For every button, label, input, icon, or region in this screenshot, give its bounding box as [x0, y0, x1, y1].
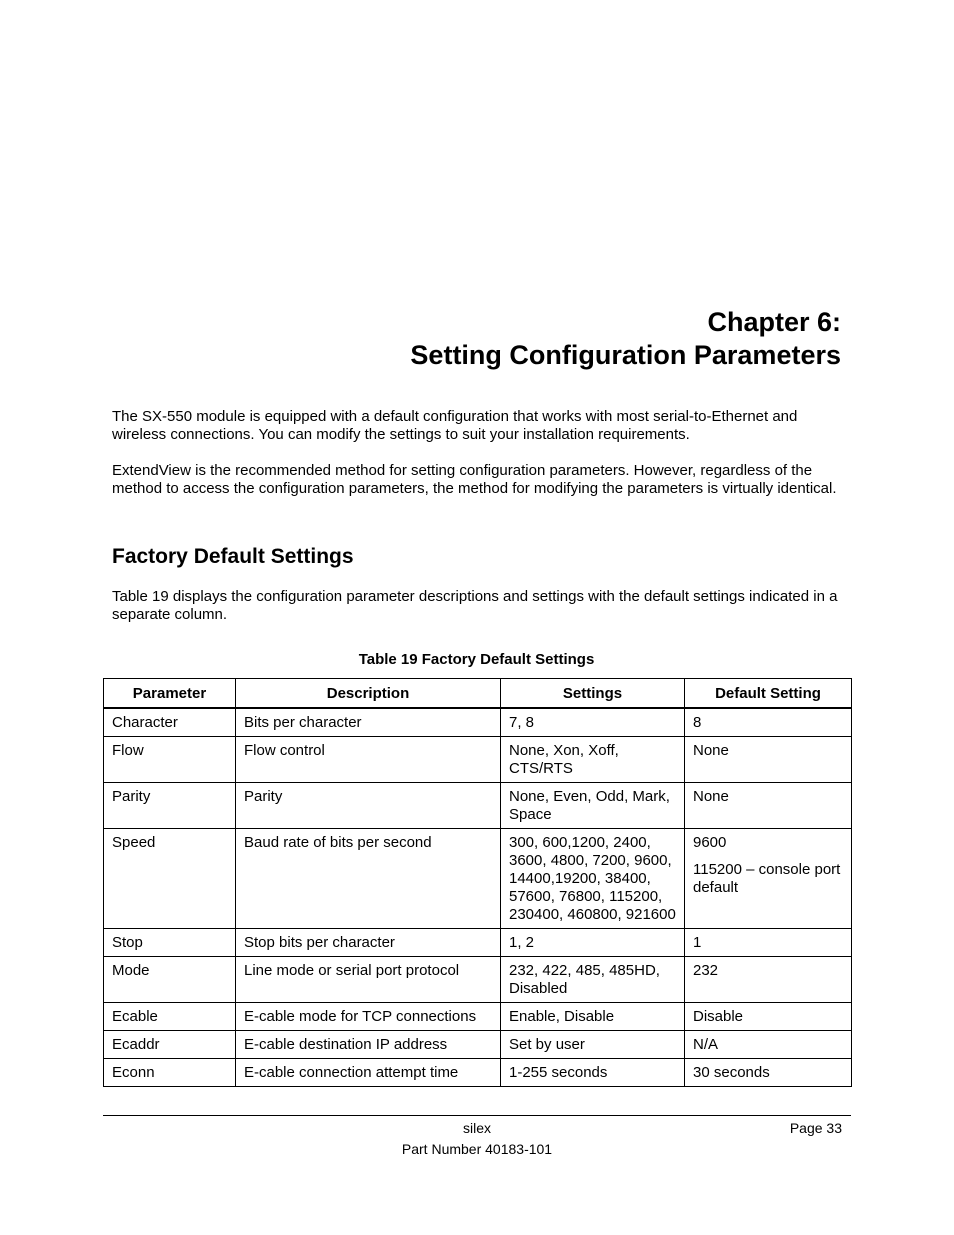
table-row	[104, 929, 852, 957]
cell-settings: 7, 8	[501, 708, 685, 737]
cell-parameter: Mode	[104, 957, 236, 1003]
cell-default	[685, 829, 852, 929]
table-row	[104, 708, 852, 737]
cell-parameter: Ecaddr	[104, 1031, 236, 1059]
cell-description: E-cable destination IP address	[236, 1031, 501, 1059]
chapter-title: Setting Configuration Parameters	[410, 340, 841, 370]
cell-parameter: Flow	[104, 737, 236, 783]
cell-default: 8	[685, 708, 852, 737]
section-heading: Factory Default Settings	[112, 545, 354, 568]
header-default-setting: Default Setting	[685, 679, 852, 709]
intro-paragraph-1: The SX-550 module is equipped with a default configuration that works with most serial-to-Ethernet and wireless connections. You can modify the settings to suit your installation requirements.	[112, 408, 798, 443]
intro-paragraph-2: ExtendView is the recommended method for setting configuration parameters. However, regardless of the method to access the configuration parameters, the method for modifying the parameters is virtually identical.	[112, 462, 837, 497]
table-caption: Table 19 Factory Default Settings	[358, 651, 595, 668]
table-header-row	[104, 679, 852, 709]
cell-default-primary: 9600	[693, 834, 727, 851]
cell-parameter: Stop	[104, 929, 236, 957]
cell-default: 232	[685, 957, 852, 1003]
table-row	[104, 829, 852, 929]
cell-parameter: Character	[104, 708, 236, 737]
table-row	[104, 1003, 852, 1031]
cell-default: None	[685, 737, 852, 783]
cell-parameter: Speed	[104, 829, 236, 929]
footer-part-number: Part Number 40183-101	[401, 1141, 553, 1157]
cell-default: Disable	[685, 1003, 852, 1031]
footer-brand: silex	[462, 1120, 491, 1136]
cell-description: Bits per character	[236, 708, 501, 737]
cell-default: 1	[685, 929, 852, 957]
cell-default: None	[685, 783, 852, 829]
cell-parameter: Parity	[104, 783, 236, 829]
cell-parameter: Ecable	[104, 1003, 236, 1031]
cell-description: Baud rate of bits per second	[236, 829, 501, 929]
footer-page-number: Page 33	[789, 1120, 842, 1136]
chapter-heading	[410, 306, 841, 372]
cell-settings: None, Even, Odd, Mark, Space	[501, 783, 685, 829]
cell-parameter: Econn	[104, 1059, 236, 1087]
table-row	[104, 957, 852, 1003]
cell-settings: None, Xon, Xoff, CTS/RTS	[501, 737, 685, 783]
section-paragraph: Table 19 displays the configuration parameter descriptions and settings with the default settings indicated in a separate column.	[112, 588, 838, 623]
factory-defaults-table	[103, 678, 852, 1087]
cell-description: E-cable connection attempt time	[236, 1059, 501, 1087]
cell-settings: 1, 2	[501, 929, 685, 957]
cell-default: N/A	[685, 1031, 852, 1059]
table-row	[104, 737, 852, 783]
header-description: Description	[236, 679, 501, 709]
cell-settings: Enable, Disable	[501, 1003, 685, 1031]
cell-settings: 1-255 seconds	[501, 1059, 685, 1087]
cell-description: Parity	[236, 783, 501, 829]
cell-settings: 300, 600,1200, 2400, 3600, 4800, 7200, 9600, 14400,19200, 38400, 57600, 76800, 115200, 230400, 460800, 921600	[501, 829, 685, 929]
table-row	[104, 1031, 852, 1059]
footer-divider	[103, 1115, 851, 1116]
cell-settings: 232, 422, 485, 485HD, Disabled	[501, 957, 685, 1003]
cell-description: Line mode or serial port protocol	[236, 957, 501, 1003]
cell-settings: Set by user	[501, 1031, 685, 1059]
cell-description: E-cable mode for TCP connections	[236, 1003, 501, 1031]
table-row	[104, 1059, 852, 1087]
header-settings: Settings	[501, 679, 685, 709]
cell-default-note: 115200 – console port default	[693, 861, 841, 896]
cell-description: Flow control	[236, 737, 501, 783]
cell-default: 30 seconds	[685, 1059, 852, 1087]
chapter-number: Chapter 6:	[707, 307, 841, 337]
table-row	[104, 783, 852, 829]
cell-description: Stop bits per character	[236, 929, 501, 957]
header-parameter: Parameter	[104, 679, 236, 709]
